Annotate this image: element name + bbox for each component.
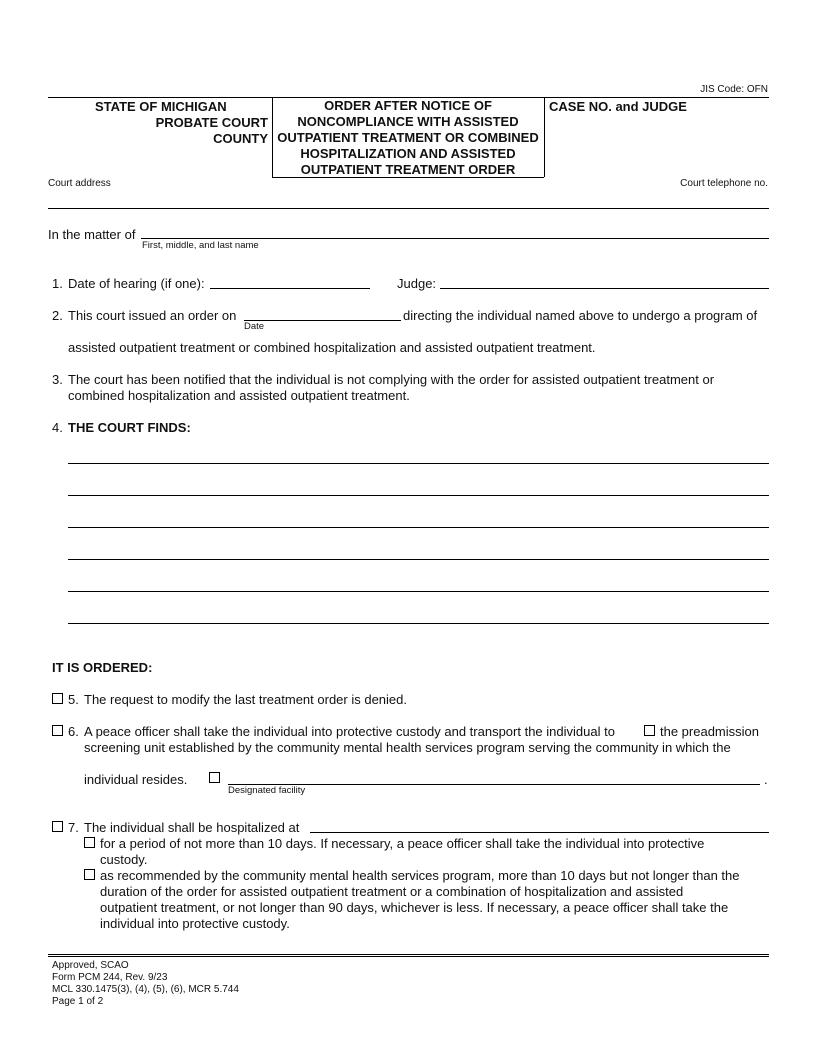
form-title bbox=[272, 98, 544, 178]
court-address-rule bbox=[48, 208, 769, 209]
item-5-checkbox[interactable] bbox=[52, 693, 63, 704]
court-finds-label: THE COURT FINDS: bbox=[68, 420, 191, 435]
preadmission-unit-label: the preadmission bbox=[660, 724, 759, 739]
item-5-number: 5. bbox=[68, 692, 79, 707]
matter-name-field[interactable] bbox=[141, 238, 769, 239]
item-7-checkbox[interactable] bbox=[52, 821, 63, 832]
findings-line[interactable] bbox=[68, 495, 769, 496]
findings-line[interactable] bbox=[68, 559, 769, 560]
cmh-recommended-checkbox[interactable] bbox=[84, 869, 95, 880]
ordered-heading: IT IS ORDERED: bbox=[52, 660, 153, 675]
hearing-date-label: Date of hearing (if one): bbox=[68, 276, 205, 291]
state-name: STATE OF MICHIGAN bbox=[95, 99, 227, 114]
item-3-line-2: combined hospitalization and assisted outpatient treatment. bbox=[68, 388, 410, 403]
item-3-number: 3. bbox=[52, 372, 63, 387]
designated-facility-field[interactable] bbox=[228, 784, 760, 785]
findings-line[interactable] bbox=[68, 623, 769, 624]
hospital-name-field[interactable] bbox=[310, 832, 769, 833]
footer-rule-double bbox=[48, 956, 769, 957]
matter-label: In the matter of bbox=[48, 227, 136, 242]
form-title-line: OUTPATIENT TREATMENT OR COMBINED bbox=[277, 130, 539, 145]
item-6-line-3: individual resides. bbox=[84, 772, 188, 787]
footer-mcl: MCL 330.1475(3), (4), (5), (6), MCR 5.744 bbox=[52, 984, 239, 995]
court-telephone-label: Court telephone no. bbox=[680, 178, 768, 189]
item-6-checkbox[interactable] bbox=[52, 725, 63, 736]
item-6-period: . bbox=[764, 772, 768, 787]
period-10-days-checkbox[interactable] bbox=[84, 837, 95, 848]
judge-label: Judge: bbox=[397, 276, 437, 291]
item-6-number: 6. bbox=[68, 724, 79, 739]
matter-name-sublabel: First, middle, and last name bbox=[142, 240, 259, 251]
header-divider-right bbox=[544, 97, 545, 177]
court-name: PROBATE COURT bbox=[155, 115, 268, 130]
jis-code: JIS Code: OFN bbox=[700, 84, 768, 95]
item-3-line-1: The court has been notified that the individual is not complying with the order for assisted outpatient treatment or bbox=[68, 372, 715, 387]
period-10-days-line-1: for a period of not more than 10 days. If necessary, a peace officer shall take the individual into protective bbox=[100, 836, 705, 851]
item-2-text-b: directing the individual named above to undergo a program of bbox=[403, 308, 758, 323]
cmh-recommended-line-1: as recommended by the community mental health services program, more than 10 days but not longer than the bbox=[100, 868, 740, 883]
footer-page-number: Page 1 of 2 bbox=[52, 996, 104, 1007]
order-date-field[interactable] bbox=[244, 320, 401, 321]
item-2-text-a: This court issued an order on bbox=[68, 308, 237, 323]
cmh-recommended-line-2: duration of the order for assisted outpatient treatment or a combination of hospitalization and assisted bbox=[100, 884, 684, 899]
form-title-line: HOSPITALIZATION AND ASSISTED bbox=[300, 146, 516, 161]
item-2-text-c: assisted outpatient treatment or combined hospitalization and assisted outpatient treatment. bbox=[68, 340, 596, 355]
item-7-label: The individual shall be hospitalized at bbox=[84, 820, 300, 835]
footer-rule bbox=[48, 954, 769, 955]
court-address-label: Court address bbox=[48, 178, 111, 189]
case-number-label: CASE NO. and JUDGE bbox=[549, 99, 687, 114]
item-5-text: The request to modify the last treatment order is denied. bbox=[84, 692, 408, 707]
footer-info bbox=[52, 960, 239, 1008]
judge-field[interactable] bbox=[440, 288, 769, 289]
cmh-recommended-line-4: individual into protective custody. bbox=[100, 916, 290, 931]
form-title-line: ORDER AFTER NOTICE OF bbox=[324, 98, 492, 113]
item-6-line-2: screening unit established by the community mental health services program serving the community in which the bbox=[84, 740, 731, 755]
item-4-number: 4. bbox=[52, 420, 63, 435]
cmh-recommended-line-3: outpatient treatment, or not longer than 90 days, whichever is less. If necessary, a peace officer shall take the bbox=[100, 900, 729, 915]
designated-facility-sublabel: Designated facility bbox=[228, 785, 306, 796]
form-title-line: OUTPATIENT TREATMENT ORDER bbox=[300, 162, 516, 177]
footer-form-number: Form PCM 244, Rev. 9/23 bbox=[52, 972, 168, 983]
county-label: COUNTY bbox=[213, 131, 268, 146]
designated-facility-checkbox[interactable] bbox=[209, 772, 220, 783]
order-date-sublabel: Date bbox=[244, 321, 265, 332]
item-2-number: 2. bbox=[52, 308, 63, 323]
period-10-days-line-2: custody. bbox=[100, 852, 148, 867]
findings-line[interactable] bbox=[68, 463, 769, 464]
preadmission-unit-checkbox[interactable] bbox=[644, 725, 655, 736]
item-6-line-1: A peace officer shall take the individual into protective custody and transport the individual to bbox=[84, 724, 615, 739]
item-7-number: 7. bbox=[68, 820, 79, 835]
findings-line[interactable] bbox=[68, 591, 769, 592]
item-1-number: 1. bbox=[52, 276, 63, 291]
form-title-line: NONCOMPLIANCE WITH ASSISTED bbox=[297, 114, 519, 129]
findings-line[interactable] bbox=[68, 527, 769, 528]
hearing-date-field[interactable] bbox=[210, 288, 370, 289]
footer-approved: Approved, SCAO bbox=[52, 960, 129, 971]
